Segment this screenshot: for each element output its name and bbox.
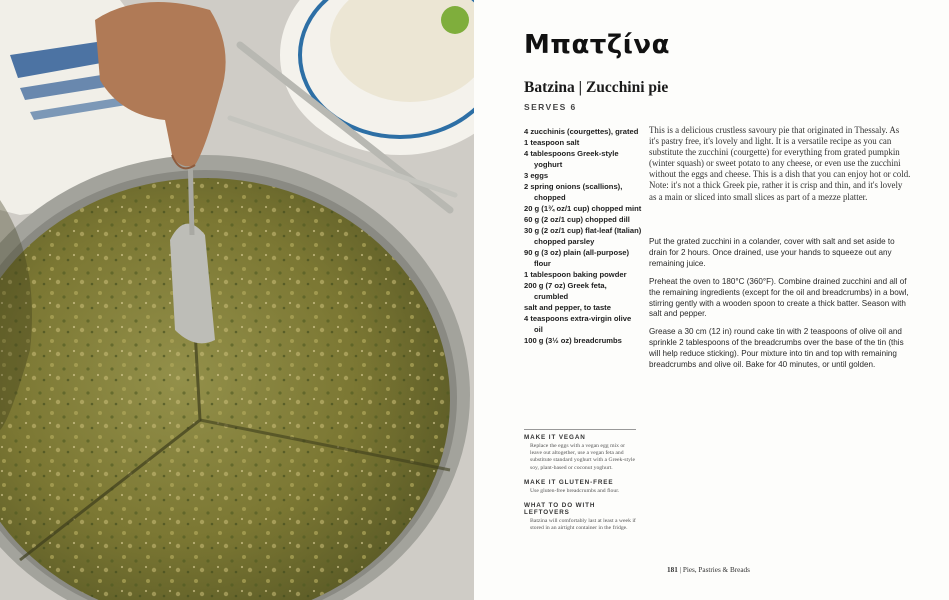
method-step: Preheat the oven to 180°C (360°F). Combine drained zucchini and all of the remaining ingredients (except for the oil and breadcrumbs) in a bowl, stirring gently with a wooden spoon to create a thick batter. Season with salt and pepper. (649, 276, 909, 319)
note-heading: WHAT TO DO WITH LEFTOVERS (524, 502, 596, 517)
ingredient-item: 100 g (3½ oz) breadcrumbs (524, 336, 622, 345)
ingredient-item: 20 g (1¾ oz/1 cup) chopped mint (524, 204, 642, 213)
ingredient-item: 60 g (2 oz/1 cup) chopped dill (524, 215, 630, 224)
method-step: Grease a 30 cm (12 in) round cake tin with 2 teaspoons of olive oil and sprinkle 2 tablespoons of the breadcrumbs over the base of the tin (this will help reduce sticking). Pour mixture into tin and top with remaining breadcrumbs and olive oil. Bake for 40 minutes, or until golden. (649, 327, 904, 370)
serves-label: SERVES 6 (524, 102, 577, 112)
method-step: Put the grated zucchini in a colander, cover with salt and set aside to drain for 2 hours. Once drained, use your hands to squeeze out any remaining juice. (649, 237, 895, 268)
note-body: Use gluten-free breadcrumbs and flour. (530, 487, 620, 494)
english-title: Batzina | Zucchini pie (524, 79, 669, 96)
note-body: Batzina will comfortably last at least a week if stored in an airtight container in the fridge. (530, 518, 636, 532)
note-body: Replace the eggs with a vegan egg mix or leave out altogether, use a vegan feta and substitute standard yoghurt with a Greek-style soy, plant-based or coconut yoghurt. (530, 443, 636, 471)
ingredient-item: salt and pepper, to taste (524, 303, 611, 312)
section-name: Pies, Pastries & Breads (682, 566, 750, 574)
ingredient-item: 4 teaspoons extra-virgin olive oil (524, 314, 632, 334)
page-number: 181 (667, 566, 678, 574)
footer-divider: | (679, 566, 683, 574)
ingredient-item: 2 spring onions (scallions), chopped (524, 182, 623, 202)
ingredient-item: 30 g (2 oz/1 cup) flat-leaf (Italian) chopped parsley (524, 226, 642, 246)
ingredient-item: 4 tablespoons Greek-style yoghurt (524, 149, 619, 169)
ingredient-item: 1 teaspoon salt (524, 138, 580, 147)
photo-illustration (0, 0, 474, 600)
ingredient-item: 200 g (7 oz) Greek feta, crumbled (524, 281, 607, 301)
ingredient-item: 4 zucchinis (courgettes), grated (524, 127, 639, 136)
recipe-page (474, 0, 949, 600)
ingredient-item: 1 tablespoon baking powder (524, 270, 627, 279)
note-heading: MAKE IT GLUTEN-FREE (524, 478, 614, 486)
ingredients-list (524, 126, 642, 346)
greek-title: Μπατζίνα (524, 30, 670, 60)
intro-paragraph: This is a delicious crustless savoury pie that originated in Thessaly. As it's pastry free, it's lovely and light. It is a versatile recipe as you can substitute the zucchini (courgette) for everything from grated pumpkin (winter squash) or sweet potato to any cheese, or even use the zucchini without the eggs and cheese. This is a dish that you can enjoy hot or cold. Note: it's not a thick Greek pie, rather it is crisp and thin, and it's lovely as a main or sliced into small slices as part of a mezze platter. (649, 125, 911, 202)
page-footer (667, 566, 750, 574)
ingredient-item: 90 g (3 oz) plain (all-purpose) flour (524, 248, 630, 268)
ingredient-item: 3 eggs (524, 171, 549, 180)
recipe-notes (524, 429, 636, 539)
note-heading: MAKE IT VEGAN (524, 434, 586, 441)
zucchini-pie-photo (0, 0, 474, 600)
method-steps (649, 237, 911, 378)
